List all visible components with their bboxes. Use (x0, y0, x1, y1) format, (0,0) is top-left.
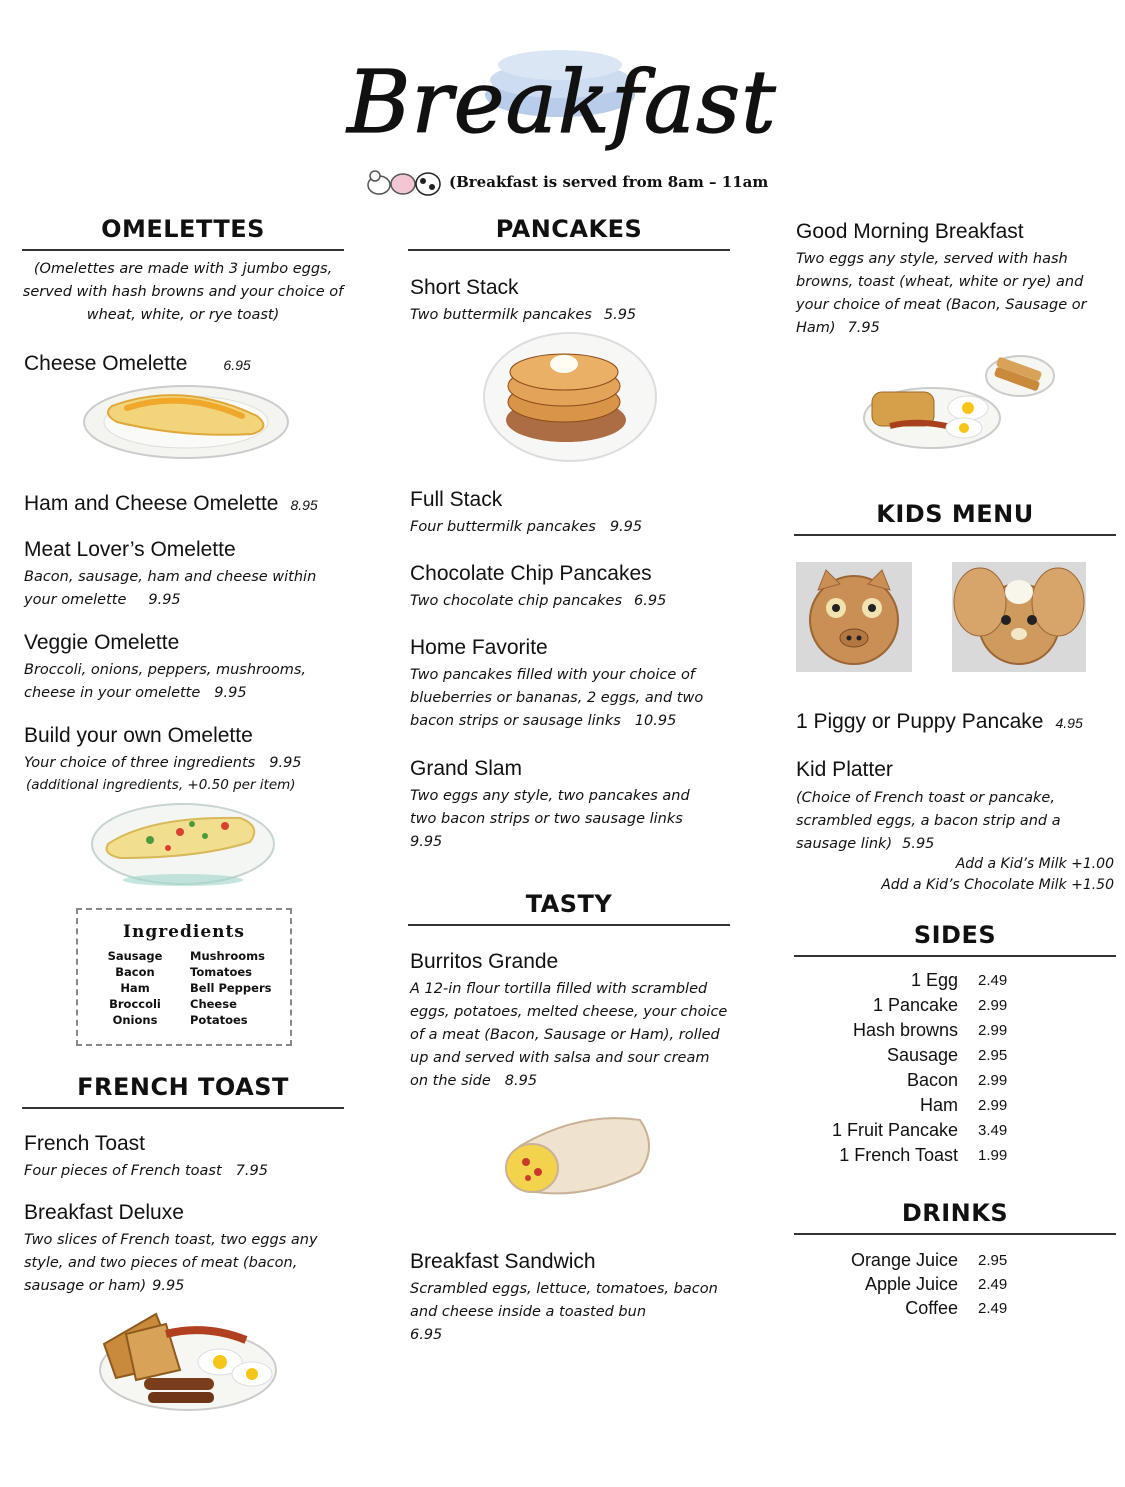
item-price: 5.95 (603, 307, 637, 323)
ingredient: Potatoes (190, 1013, 248, 1027)
pancakes-heading: PANCAKES (408, 215, 730, 251)
item-price: 7.95 (235, 1163, 268, 1179)
piggy-pancake-photo (796, 562, 912, 672)
good-morning-breakfast-photo (862, 352, 1058, 454)
item-name: Veggie Omelette (24, 631, 180, 654)
item-price: 7.95 (847, 320, 880, 336)
kids-menu-heading: KIDS MENU (794, 500, 1116, 536)
ingredient: Broccoli (109, 997, 161, 1011)
item-desc: Four buttermilk pancakes 9.95 (410, 519, 643, 535)
item-price: 9.95 (148, 592, 181, 608)
omelettes-heading: OMELETTES (22, 215, 344, 251)
ingredient: Cheese (190, 997, 237, 1011)
breakfast-logo (0, 40, 1125, 160)
drink-item: Orange Juice 2.95 (850, 1249, 1008, 1270)
menu-item (796, 710, 1083, 734)
item-price: 9.95 (214, 685, 247, 701)
item-name: Grand Slam (410, 757, 523, 780)
ingredient: Mushrooms (190, 949, 265, 963)
item-price: 9.95 (609, 519, 643, 535)
item-name: Chocolate Chip Pancakes (410, 562, 652, 585)
served-hours-text: (Breakfast is served from 8am – 11am (449, 173, 769, 191)
menu-item (24, 492, 318, 516)
item-name: Short Stack (410, 276, 519, 299)
ingredients-list-right (190, 948, 286, 1028)
item-desc: A 12-in flour tortilla filled with scrambled eggs, potatoes, melted cheese, your choice of a meat (Bacon, Sausage or Ham), rolled up and served with salsa and sour cream on the side 8.95 (410, 981, 728, 1089)
item-name: Ham and Cheese Omelette (24, 492, 279, 515)
ingredient: Bell Peppers (190, 981, 272, 995)
side-item: 1 Pancake 2.99 (872, 995, 1008, 1015)
item-price: 6.95 (223, 357, 251, 373)
addon-item: Add a Kid’s Chocolate Milk +1.50 (881, 877, 1114, 893)
burrito-photo (500, 1106, 654, 1206)
side-item: Hash browns 2.99 (852, 1020, 1008, 1040)
item-desc: Broccoli, onions, peppers, mushrooms, cheese in your omelette 9.95 (24, 662, 307, 701)
item-price: 5.95 (902, 836, 935, 852)
item-extra: (additional ingredients, +0.50 per item) (26, 777, 296, 793)
item-desc: Two slices of French toast, two eggs any style, and two pieces of meat (bacon, sausage or ham) 9.95 (24, 1232, 318, 1294)
kids-addons (796, 854, 1114, 896)
side-item: 1 Fruit Pancake 3.49 (831, 1120, 1008, 1140)
item-name: Home Favorite (410, 636, 548, 659)
side-item: 1 Egg 2.49 (910, 970, 1008, 990)
puppy-pancake-photo (952, 562, 1086, 672)
item-desc: Scrambled eggs, lettuce, tomatoes, bacon and cheese inside a toasted bun 6.95 (410, 1281, 718, 1343)
item-price: 4.95 (1055, 715, 1083, 731)
ingredients-box (76, 908, 292, 1046)
side-item: Sausage 2.95 (886, 1045, 1008, 1065)
item-desc: Two chocolate chip pancakes 6.95 (410, 593, 667, 609)
item-desc: Two eggs any style, served with hash browns, toast (wheat, white or rye) and your choice of meat (Bacon, Sausage or Ham) 7.95 (796, 251, 1087, 336)
item-price: 6.95 (634, 593, 667, 609)
item-name: Meat Lover’s Omelette (24, 538, 236, 561)
item-name: Burritos Grande (410, 950, 559, 973)
item-price: 9.95 (152, 1278, 185, 1294)
tasty-heading: TASTY (408, 890, 730, 926)
omelettes-note: (Omelettes are made with 3 jumbo eggs, served with hash browns and your choice of wheat, white, or rye toast) (22, 261, 344, 323)
cheese-omelette-photo (82, 378, 290, 460)
side-item: Bacon 2.99 (906, 1070, 1008, 1090)
sides-heading: SIDES (794, 921, 1116, 957)
item-desc: Two eggs any style, two pancakes and two bacon strips or two sausage links 9.95 (410, 788, 690, 850)
item-price: 8.95 (290, 497, 318, 513)
item-desc: Four pieces of French toast 7.95 (24, 1163, 268, 1179)
ingredients-list-left (100, 948, 170, 1028)
item-desc: (Choice of French toast or pancake, scrambled eggs, a bacon strip and a sausage link) 5.95 (796, 790, 1061, 852)
item-price: 9.95 (410, 834, 443, 850)
item-desc: Two buttermilk pancakes 5.95 (410, 307, 637, 323)
item-name: Breakfast Sandwich (410, 1250, 596, 1273)
short-stack-photo (482, 330, 658, 464)
addon-item: Add a Kid’s Milk +1.00 (955, 856, 1114, 872)
item-name: Breakfast Deluxe (24, 1201, 184, 1224)
item-name: Full Stack (410, 488, 503, 511)
side-item: Ham 2.99 (919, 1095, 1008, 1115)
item-name: Good Morning Breakfast (796, 220, 1024, 243)
item-price: 8.95 (504, 1073, 538, 1089)
sides-list (796, 968, 1007, 1168)
item-name: Build your own Omelette (24, 724, 253, 747)
item-desc: Your choice of three ingredients 9.95 (24, 755, 302, 771)
farm-animals-icon (365, 165, 443, 199)
menu-item (24, 352, 251, 376)
drink-item: Apple Juice 2.49 (864, 1273, 1008, 1294)
breakfast-title: Breakfast (347, 53, 777, 153)
ingredient: Ham (120, 981, 150, 995)
drinks-list (796, 1248, 1007, 1320)
ingredient: Bacon (115, 965, 155, 979)
item-name: Cheese Omelette (24, 352, 188, 375)
ingredients-title: Ingredients (123, 922, 245, 942)
breakfast-deluxe-photo (96, 1304, 280, 1414)
item-price: 9.95 (269, 755, 302, 771)
french-toast-heading: FRENCH TOAST (22, 1073, 344, 1109)
served-hours (365, 168, 768, 196)
item-price: 10.95 (634, 713, 677, 729)
item-price: 6.95 (410, 1327, 443, 1343)
side-item: 1 French Toast 1.99 (839, 1145, 1008, 1165)
drink-item: Coffee 2.49 (905, 1297, 1008, 1318)
item-desc: Bacon, sausage, ham and cheese within your omelette 9.95 (24, 569, 317, 608)
item-desc: Two pancakes filled with your choice of blueberries or bananas, 2 eggs, and two bacon strips or sausage links 10.95 (410, 667, 704, 729)
drinks-heading: DRINKS (794, 1199, 1116, 1235)
item-name: 1 Piggy or Puppy Pancake (796, 710, 1044, 733)
veggie-omelette-photo (90, 796, 276, 888)
ingredient: Onions (112, 1013, 158, 1027)
ingredient: Tomatoes (190, 965, 253, 979)
item-name: French Toast (24, 1132, 146, 1155)
ingredient: Sausage (107, 949, 163, 963)
item-name: Kid Platter (796, 758, 893, 781)
